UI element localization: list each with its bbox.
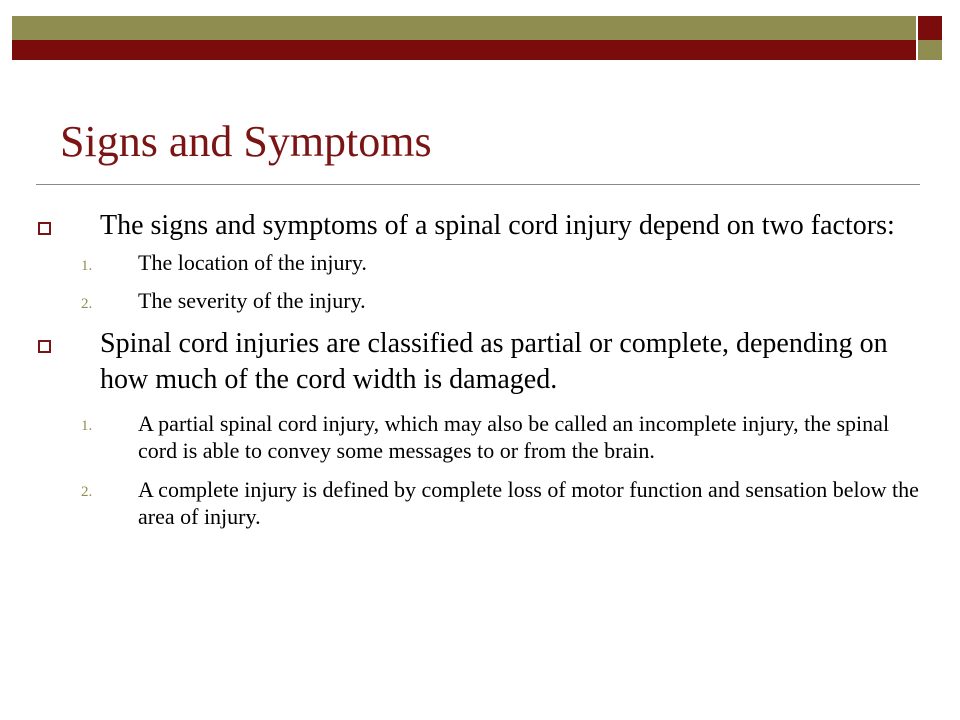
slide-title: Signs and Symptoms xyxy=(60,117,432,166)
numbered-item xyxy=(38,410,928,464)
item-text: A complete injury is defined by complete loss of motor function and sensation below the area of injury. xyxy=(138,477,919,529)
numbered-item xyxy=(38,288,928,314)
hollow-square-bullet-icon xyxy=(38,222,51,235)
item-number: 1. xyxy=(81,418,93,434)
title-divider xyxy=(36,184,920,185)
header-corner-square-olive xyxy=(918,40,942,60)
numbered-item xyxy=(38,476,928,530)
hollow-square-bullet-icon xyxy=(38,340,51,353)
numbered-item xyxy=(38,250,928,276)
bullet-text: Spinal cord injuries are classified as partial or complete, depending on how much of the cord width is damaged. xyxy=(100,328,888,395)
item-number: 2. xyxy=(81,484,93,500)
item-text: The location of the injury. xyxy=(138,250,367,275)
item-text: The severity of the injury. xyxy=(138,288,366,313)
bullet-item xyxy=(38,208,928,244)
header-bar-olive xyxy=(12,16,916,40)
header-bar-maroon xyxy=(12,40,916,60)
bullet-item xyxy=(38,326,928,398)
item-number: 1. xyxy=(81,258,93,274)
item-number: 2. xyxy=(81,296,93,312)
bullet-text: The signs and symptoms of a spinal cord injury depend on two factors: xyxy=(100,210,895,241)
item-text: A partial spinal cord injury, which may also be called an incomplete injury, the spinal cord is able to convey some messages to or from the brain. xyxy=(138,411,890,463)
slide-content xyxy=(38,208,928,530)
header-corner-square-maroon xyxy=(918,16,942,40)
